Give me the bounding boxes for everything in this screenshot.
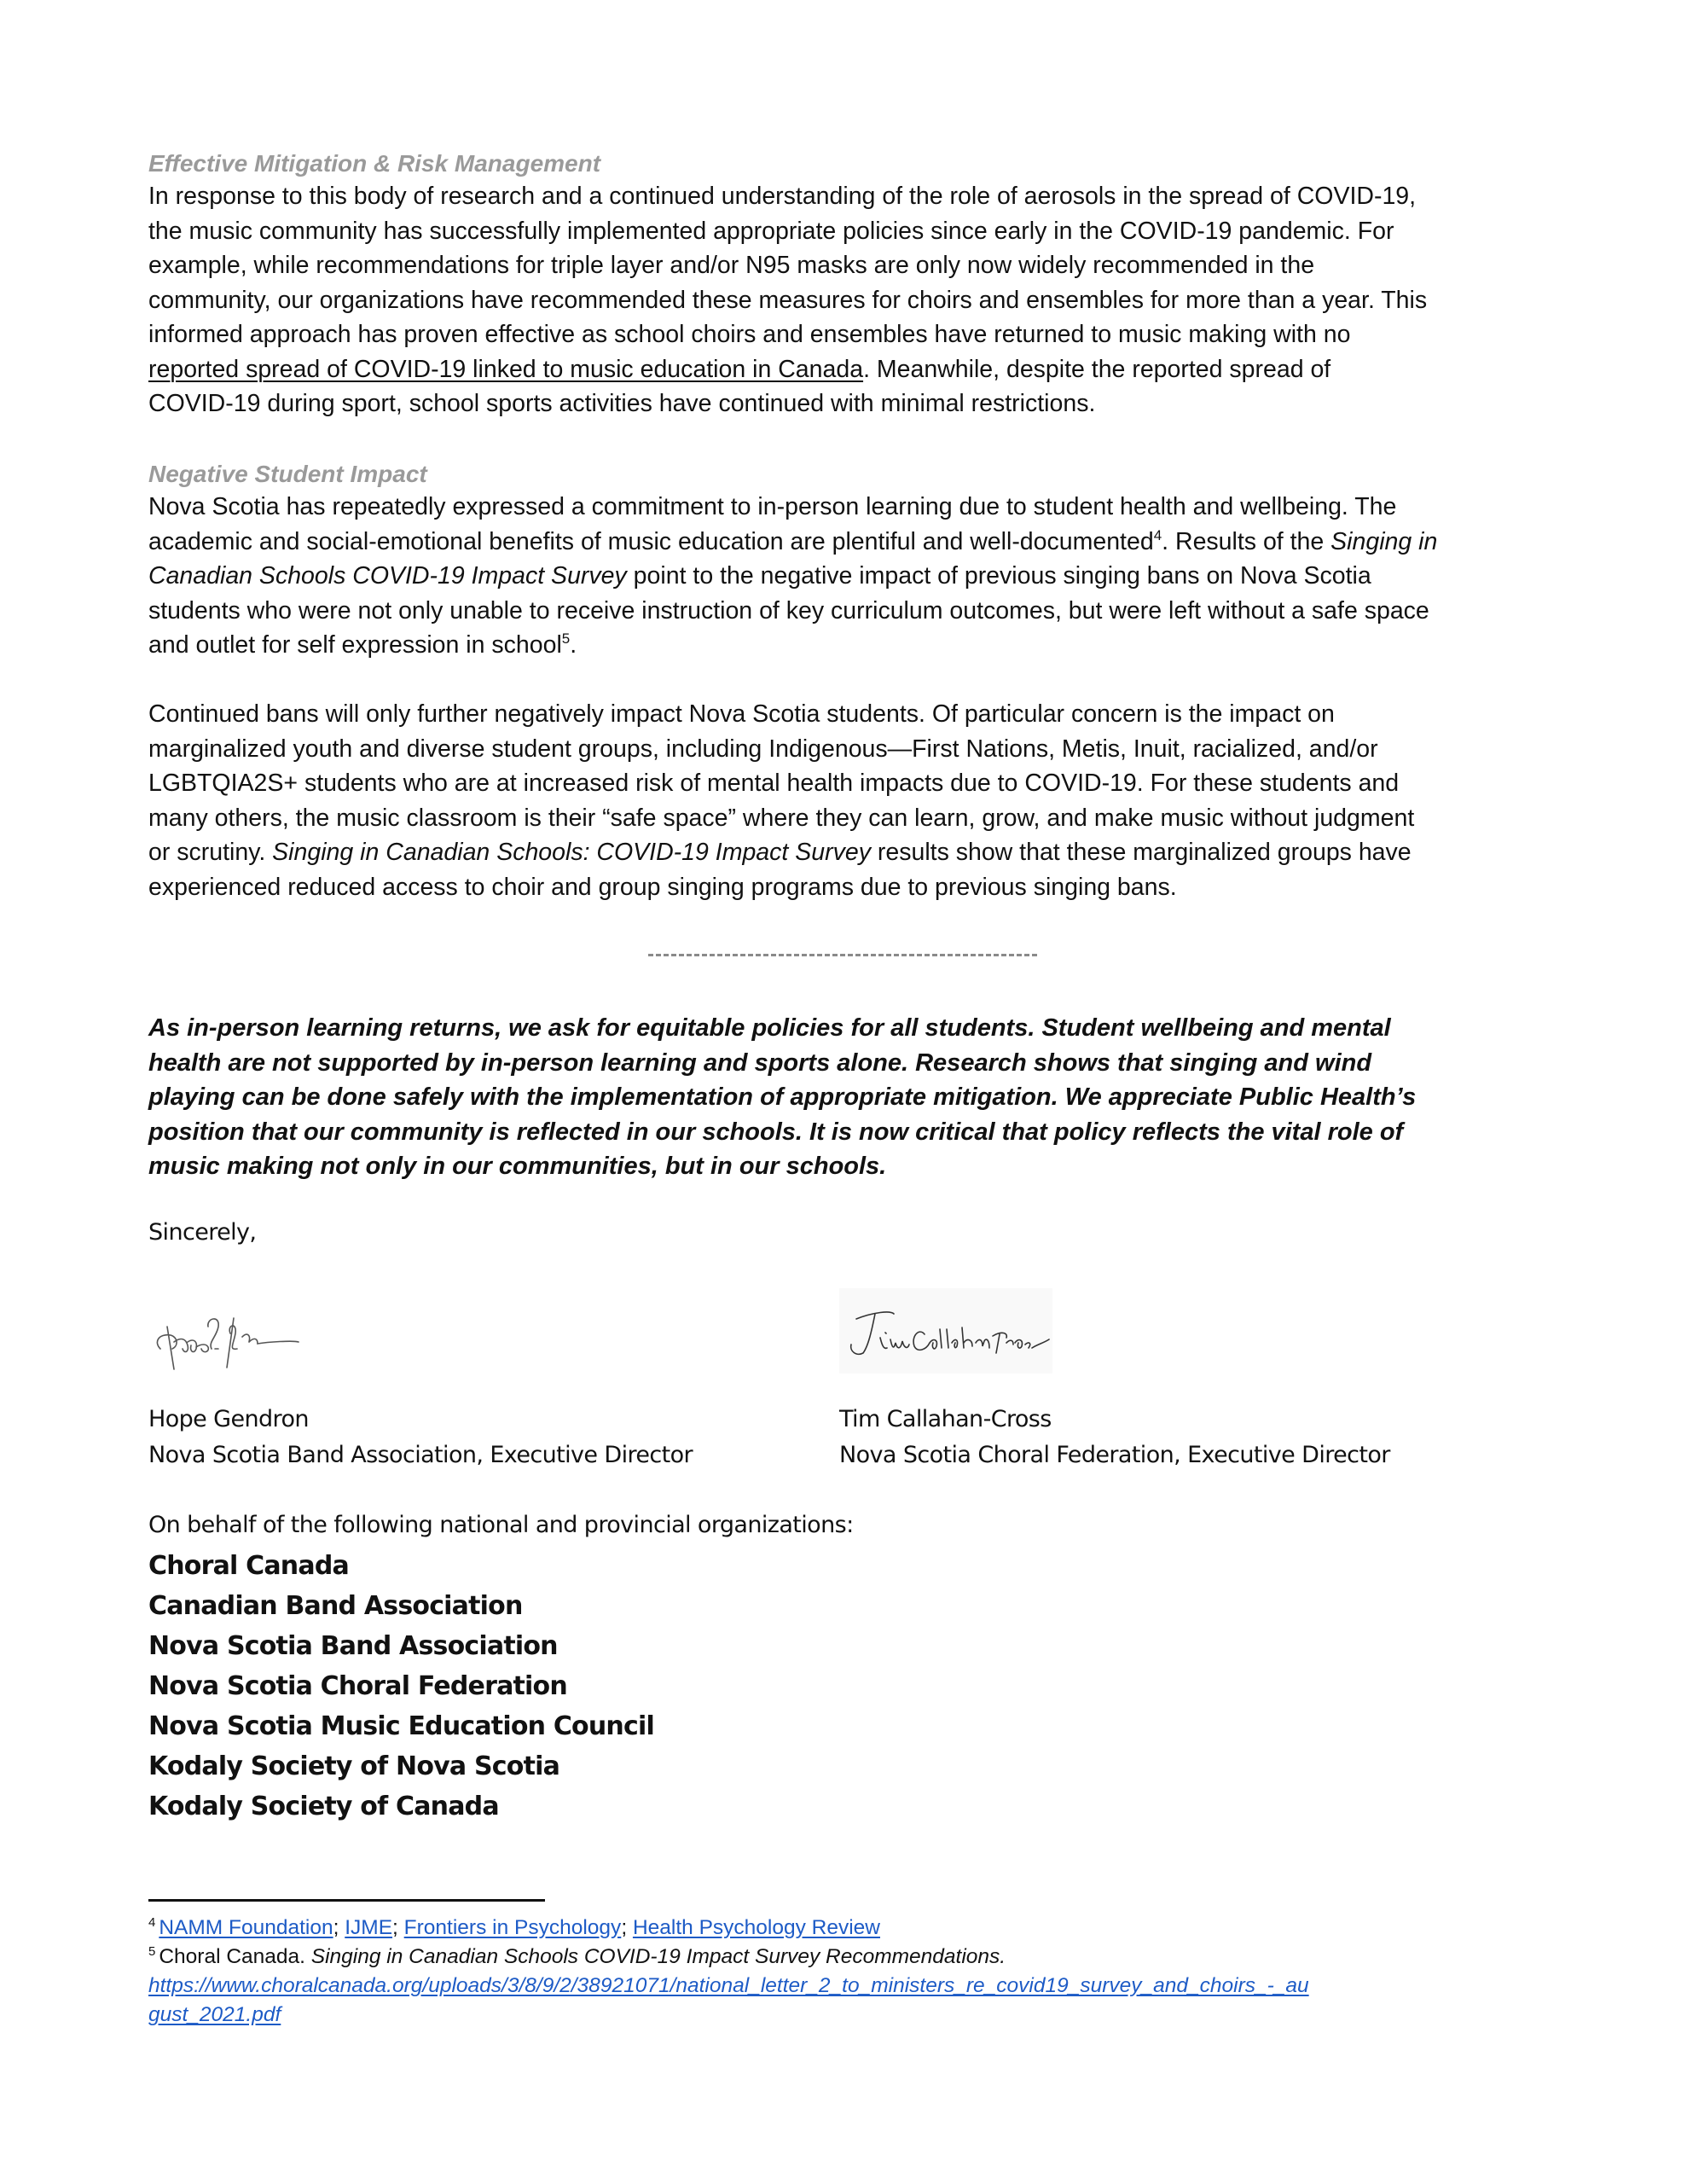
text-line: marginalized youth and diverse student groups, including Indigenous—First Nations, Metis, Inuit, racialized, and/or <box>148 735 1378 763</box>
closing-statement <box>148 1011 1416 1184</box>
footnote-ref-4[interactable]: 4 <box>1153 526 1162 543</box>
section-heading-student-impact: Negative Student Impact <box>148 461 427 487</box>
signer-title: Nova Scotia Choral Federation, Executive Director <box>839 1442 1390 1468</box>
survey-title: Canadian Schools COVID-19 Impact Survey <box>148 562 627 590</box>
health-psychology-review-link[interactable]: Health Psychology Review <box>632 1916 880 1939</box>
survey-title: Singing in <box>1330 527 1438 555</box>
organization-item: Nova Scotia Band Association <box>148 1631 558 1661</box>
text-line: LGBTQIA2S+ students who are at increased risk of mental health impacts due to COVID-19. For these students and <box>148 770 1400 797</box>
text-fragment: point to the negative impact of previous singing bans on Nova Scotia <box>626 562 1371 590</box>
organization-item: Kodaly Society of Nova Scotia <box>148 1751 560 1781</box>
separator: ; <box>392 1916 404 1939</box>
organization-item: Canadian Band Association <box>148 1591 523 1621</box>
text-fragment: results show that these marginalized groups have <box>870 839 1412 866</box>
text-line: In response to this body of research and a continued understanding of the role of aerosols in the spread of COVID-19, <box>148 183 1417 210</box>
signer-block-hope <box>148 1402 693 1473</box>
section-heading-mitigation: Effective Mitigation & Risk Management <box>148 150 601 177</box>
footnote-title: Singing in Canadian Schools COVID-19 Impact Survey Recommendations. <box>310 1945 1006 1968</box>
organization-item: Kodaly Society of Canada <box>148 1792 499 1821</box>
text-line: example, while recommendations for triple layer and/or N95 masks are only now widely recommended in the <box>148 252 1315 279</box>
organization-item: Nova Scotia Choral Federation <box>148 1671 567 1701</box>
frontiers-in-psychology-link[interactable]: Frontiers in Psychology <box>403 1916 622 1939</box>
paragraph-mitigation <box>148 179 1547 421</box>
text-line: informed approach has proven effective as school choirs and ensembles have returned to music making with no <box>148 321 1351 348</box>
text-line: music making not only in our communities, but in our schools. <box>148 1153 887 1180</box>
text-line: COVID-19 during sport, school sports activities have continued with minimal restrictions. <box>148 390 1096 417</box>
footnote-marker: 4 <box>148 1915 156 1930</box>
salutation: Sincerely, <box>148 1219 257 1246</box>
reported-spread-link[interactable]: reported spread of COVID-19 linked to music education in Canada <box>148 355 864 383</box>
footnote-4 <box>148 1914 1309 1943</box>
choral-canada-url-link-continued[interactable]: gust_2021.pdf <box>148 2003 281 2026</box>
ijme-link[interactable]: IJME <box>345 1916 393 1939</box>
namm-foundation-link[interactable]: NAMM Foundation <box>159 1916 333 1939</box>
text-line: students who were not only unable to receive instruction of key curriculum outcomes, but were left without a safe space <box>148 596 1429 624</box>
paragraph-student-impact-1 <box>148 490 1547 663</box>
text-fragment: . Meanwhile, despite the reported spread of <box>863 355 1331 383</box>
footnotes <box>148 1914 1309 2030</box>
text-line: position that our community is reflected in our schools. It is now critical that policy reflects the vital role of <box>148 1118 1404 1146</box>
signature-tim-callahan-cross <box>839 1288 1052 1374</box>
footnote-marker: 5 <box>148 1944 156 1959</box>
organizations-list <box>148 1546 654 1827</box>
text-line: the music community has successfully implemented appropriate policies since early in the COVID-19 pandemic. For <box>148 217 1394 245</box>
text-line <box>148 352 1547 387</box>
choral-canada-url-link[interactable]: https://www.choralcanada.org/uploads/3/8/9/2/38921071/national_letter_2_to_ministers_re_covid19_survey_and_choirs_-_au <box>148 1974 1309 1997</box>
text-line <box>148 628 1547 663</box>
footnote-source: Choral Canada. <box>159 1945 311 1968</box>
text-line: Nova Scotia has repeatedly expressed a commitment to in-person learning due to student health and wellbeing. The <box>148 493 1397 520</box>
text-line <box>148 525 1547 560</box>
text-fragment: or scrutiny. <box>148 839 273 866</box>
text-line: Continued bans will only further negatively impact Nova Scotia students. Of particular concern is the impact on <box>148 700 1335 728</box>
footnote-ref-5[interactable]: 5 <box>561 630 571 647</box>
separator: ; <box>621 1916 633 1939</box>
text-line: many others, the music classroom is their “safe space” where they can learn, grow, and make music without judgment <box>148 804 1415 832</box>
footnote-separator <box>148 1899 545 1902</box>
organization-item: Nova Scotia Music Education Council <box>148 1711 654 1741</box>
paragraph-student-impact-2 <box>148 697 1547 904</box>
signer-title: Nova Scotia Band Association, Executive Director <box>148 1442 693 1468</box>
signer-name: Tim Callahan-Cross <box>839 1406 1052 1432</box>
signer-name: Hope Gendron <box>148 1406 309 1432</box>
text-line: community, our organizations have recommended these measures for choirs and ensembles for more than a year. This <box>148 286 1428 314</box>
text-line: experienced reduced access to choir and group singing programs due to previous singing bans. <box>148 873 1177 901</box>
separator: ; <box>333 1916 345 1939</box>
text-line <box>148 835 1547 870</box>
text-fragment: . Results of the <box>1162 527 1331 555</box>
text-fragment: academic and social-emotional benefits of music education are plentiful and well-documented <box>148 527 1154 555</box>
dashed-divider <box>648 954 1037 956</box>
text-line <box>148 559 1547 594</box>
footnote-5 <box>148 1943 1309 1972</box>
text-fragment: . <box>570 631 577 659</box>
organizations-intro: On behalf of the following national and provincial organizations: <box>148 1512 854 1538</box>
organization-item: Choral Canada <box>148 1551 349 1581</box>
survey-title: Singing in Canadian Schools: COVID-19 Impact Survey <box>272 839 871 866</box>
text-fragment: and outlet for self expression in school <box>148 631 562 659</box>
text-line: As in-person learning returns, we ask for equitable policies for all students. Student wellbeing and mental <box>148 1014 1391 1042</box>
text-line: playing can be done safely with the implementation of appropriate mitigation. We appreciate Public Health’s <box>148 1083 1417 1111</box>
signer-block-tim <box>839 1402 1390 1473</box>
signature-hope-gendron <box>148 1292 387 1374</box>
text-line: health are not supported by in-person learning and sports alone. Research shows that singing and wind <box>148 1048 1372 1077</box>
